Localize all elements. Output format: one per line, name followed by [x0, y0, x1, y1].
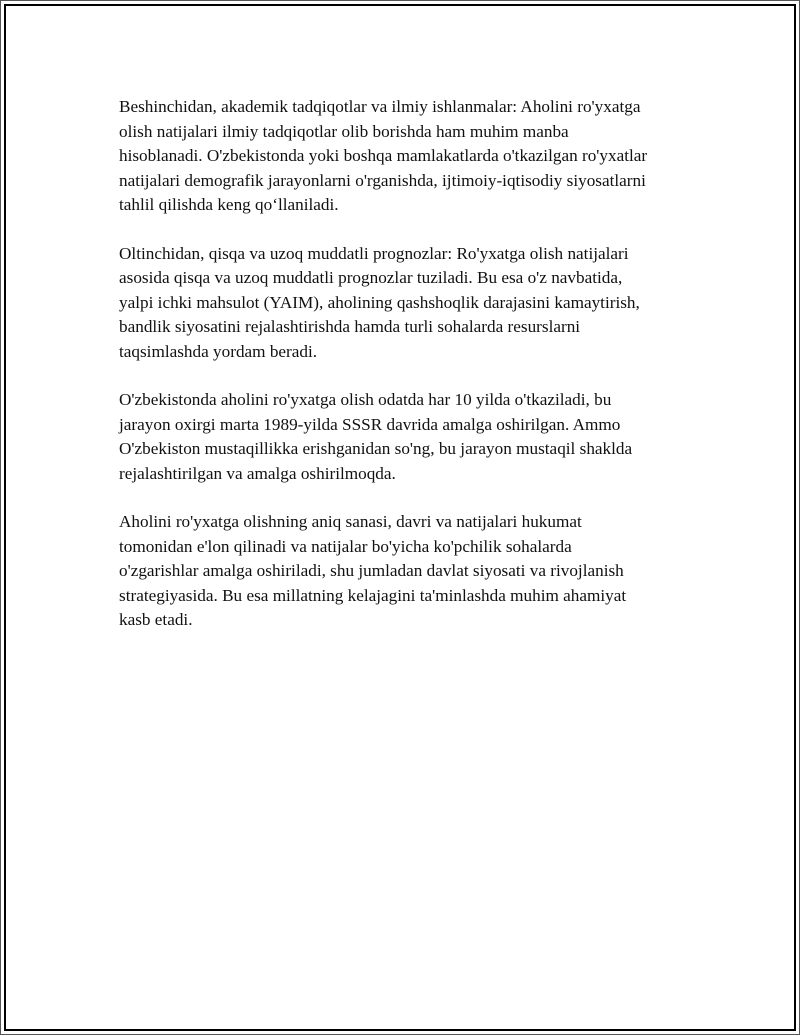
text-line: olish natijalari ilmiy tadqiqotlar olib borishda ham muhim manba [119, 121, 569, 141]
text-line: rejalashtirilgan va amalga oshirilmoqda. [119, 463, 396, 483]
text-line: Aholini ro'yxatga olishning aniq sanasi, davri va natijalari hukumat [119, 512, 582, 531]
document-body [119, 95, 684, 657]
text-line: hisoblanadi. O'zbekistonda yoki boshqa mamlakatlarda o'tkazilgan ro'yxatlar [119, 146, 648, 165]
text-line: Beshinchidan, akademik tadqiqotlar va ilmiy ishlanmalar: Aholini ro'yxatga [119, 97, 641, 116]
text-line: tomonidan e'lon qilinadi va natijalar bo'yicha ko'pchilik sohalarda [119, 536, 572, 556]
text-line: bandlik siyosatini rejalashtirishda hamda turli sohalarda resurslarni [119, 317, 581, 336]
text-line: taqsimlashda yordam beradi. [119, 341, 318, 361]
text-line: strategiyasida. Bu esa millatning kelajagini ta'minlashda muhim ahamiyat [119, 585, 627, 605]
text-line: natijalari demografik jarayonlarni o'rganishda, ijtimoiy-iqtisodiy siyosatlarni [119, 170, 646, 190]
text-line: asosida qisqa va uzoq muddatli prognozlar tuziladi. Bu esa o'z navbatida, [119, 268, 623, 287]
paragraph-beshinchidan [119, 95, 684, 218]
text-line: Oltinchidan, qisqa va uzoq muddatli prognozlar: Ro'yxatga olish natijalari [119, 243, 629, 263]
text-line: jarayon oxirgi marta 1989-yilda SSSR davrida amalga oshirilgan. Ammo [119, 414, 621, 434]
text-line: o'zgarishlar amalga oshiriladi, shu jumladan davlat siyosati va rivojlanish [119, 561, 624, 580]
text-line: O'zbekistonda aholini ro'yxatga olish odatda har 10 yilda o'tkaziladi, bu [119, 390, 612, 409]
text-line: yalpi ichki mahsulot (YAIM), aholining qashshoqlik darajasini kamaytirish, [119, 292, 640, 312]
text-line: O'zbekiston mustaqillikka erishganidan so'ng, bu jarayon mustaqil shaklda [119, 439, 633, 458]
text-line: kasb etadi. [119, 610, 193, 629]
paragraph-census-results [119, 510, 684, 633]
paragraph-census-history [119, 388, 684, 486]
paragraph-oltinchidan [119, 242, 684, 365]
text-line: tahlil qilishda keng qo‘llaniladi. [119, 195, 339, 214]
